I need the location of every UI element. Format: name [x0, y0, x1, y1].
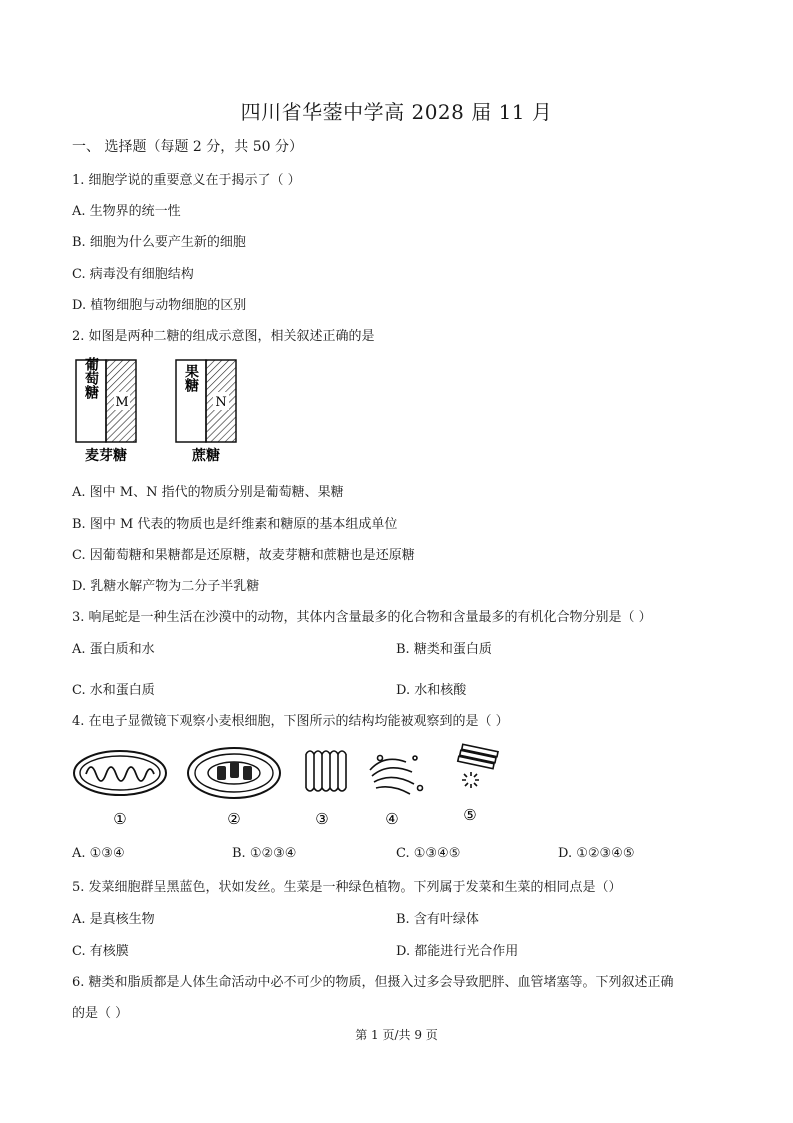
figure-label-3: ③: [315, 810, 329, 828]
q2-option-b: B. 图中 M 代表的物质也是纤维素和糖原的基本组成单位: [72, 517, 398, 532]
figure-label-1: ①: [113, 810, 127, 828]
m-label: M: [115, 395, 129, 410]
q5-option-c: C. 有核膜: [72, 944, 129, 959]
n-label: N: [215, 395, 227, 410]
figure-label-4: ④: [385, 810, 399, 828]
endoplasmic-reticulum-icon: [306, 751, 346, 791]
q4-option-a: A. ①③④: [72, 846, 125, 861]
q3-option-d: D. 水和核酸: [396, 683, 467, 698]
sucrose-caption: 蔗糖: [192, 448, 220, 464]
q2-option-d: D. 乳糖水解产物为二分子半乳糖: [72, 579, 260, 594]
q1-stem: 1. 细胞学说的重要意义在于揭示了（ ）: [72, 173, 301, 188]
page-footer: 第 1 页/共 9 页: [355, 1028, 438, 1042]
chloroplast-icon: [188, 748, 280, 798]
maltose-diagram: [76, 356, 136, 464]
figure-label-5: ⑤: [463, 806, 477, 824]
golgi-apparatus-icon: [370, 756, 423, 795]
q4-option-b: B. ①②③④: [232, 846, 297, 861]
q1-option-c: C. 病毒没有细胞结构: [72, 267, 194, 282]
figure-label-2: ②: [227, 810, 241, 828]
section-heading: 一、 选择题（每题 2 分，共 50 分）: [72, 139, 303, 155]
maltose-caption: 麦芽糖: [85, 448, 127, 464]
q2-option-c: C. 因葡萄糖和果糖都是还原糖，故麦芽糖和蔗糖也是还原糖: [72, 548, 415, 563]
q3-option-b: B. 糖类和蛋白质: [396, 642, 492, 657]
q5-option-a: A. 是真核生物: [72, 912, 155, 927]
q4-stem: 4. 在电子显微镜下观察小麦根细胞，下图所示的结构均能被观察到的是（ ）: [72, 714, 509, 729]
q4-option-d: D. ①②③④⑤: [558, 846, 635, 861]
centriole-icon: [458, 744, 498, 788]
q1-option-b: B. 细胞为什么要产生新的细胞: [72, 235, 246, 250]
q2-stem: 2. 如图是两种二糖的组成示意图，相关叙述正确的是: [72, 329, 375, 344]
glucose-label: 葡萄糖: [83, 357, 99, 399]
q5-option-b: B. 含有叶绿体: [396, 912, 479, 927]
q3-option-a: A. 蛋白质和水: [72, 642, 155, 657]
disaccharide-figure: [70, 356, 250, 468]
q6-stem-line2: 的是（ ）: [72, 1006, 129, 1021]
q3-stem: 3. 响尾蛇是一种生活在沙漠中的动物，其体内含量最多的化合物和含量最多的有机化合物分别是（ ）: [72, 610, 652, 625]
q1-option-a: A. 生物界的统一性: [72, 204, 181, 219]
q5-stem: 5. 发菜细胞群呈黑蓝色，状如发丝。生菜是一种绿色植物。下列属于发菜和生菜的相同点是（）: [72, 880, 622, 895]
q2-option-a: A. 图中 M、N 指代的物质分别是葡萄糖、果糖: [72, 485, 344, 500]
q6-stem-line1: 6. 糖类和脂质都是人体生命活动中必不可少的物质，但摄入过多会导致肥胖、血管堵塞等。下列叙述正确: [72, 975, 674, 990]
page-title: 四川省华蓥中学高 2028 届 11 月: [240, 100, 553, 124]
q3-option-c: C. 水和蛋白质: [72, 683, 155, 698]
mitochondrion-icon: [74, 751, 166, 795]
organelle-figure: [70, 740, 510, 832]
sucrose-diagram: [176, 360, 236, 464]
q5-option-d: D. 都能进行光合作用: [396, 944, 519, 959]
q1-option-d: D. 植物细胞与动物细胞的区别: [72, 298, 247, 313]
fructose-label: 果糖: [183, 364, 199, 392]
q4-option-c: C. ①③④⑤: [396, 846, 461, 861]
